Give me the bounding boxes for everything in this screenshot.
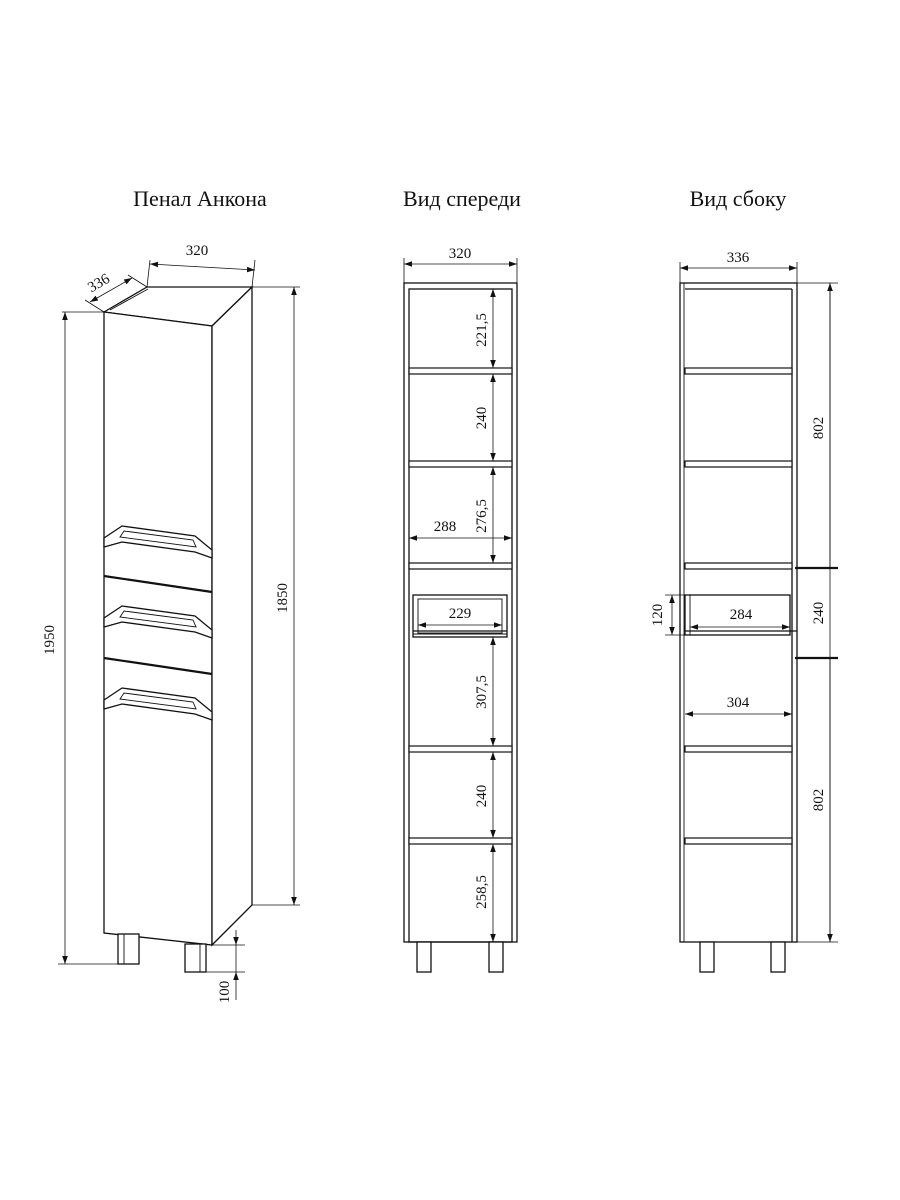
title-side-view: Вид сбоку	[689, 186, 787, 211]
title-perspective: Пенал Анкона	[133, 186, 267, 211]
dim-front-shelf-6: 258,5	[474, 875, 490, 909]
dim-side-drawer-height: 120	[650, 603, 666, 627]
title-front-view: Вид спереди	[403, 186, 521, 211]
dim-perspective-depth: 336	[85, 270, 113, 297]
dim-front-drawer-width: 229	[448, 606, 472, 622]
dim-front-shelf-1: 221,5	[474, 313, 490, 347]
dim-front-inner-width: 288	[433, 519, 457, 535]
dim-front-width: 320	[448, 246, 472, 262]
dim-side-depth: 336	[726, 250, 750, 266]
dim-front-shelf-2: 240	[474, 406, 490, 430]
dim-front-shelf-3: 276,5	[474, 499, 490, 533]
dim-front-shelf-4: 307,5	[474, 675, 490, 709]
dim-side-upper: 802	[811, 416, 827, 440]
dim-side-middle: 240	[811, 601, 827, 625]
perspective-cabinet	[42, 243, 300, 1003]
dim-side-drawer-depth: 284	[729, 607, 753, 623]
dim-total-height: 1950	[42, 625, 58, 655]
dim-leg-height: 100	[217, 980, 233, 1004]
dim-body-height: 1850	[275, 583, 291, 613]
side-view-drawing	[650, 250, 838, 972]
front-view-drawing	[404, 246, 517, 972]
dim-side-inner-depth: 304	[726, 695, 750, 711]
dim-front-shelf-5: 240	[474, 784, 490, 808]
cabinet-side-face	[212, 287, 252, 945]
dim-side-lower: 802	[811, 788, 827, 812]
dim-perspective-width: 320	[185, 243, 209, 259]
